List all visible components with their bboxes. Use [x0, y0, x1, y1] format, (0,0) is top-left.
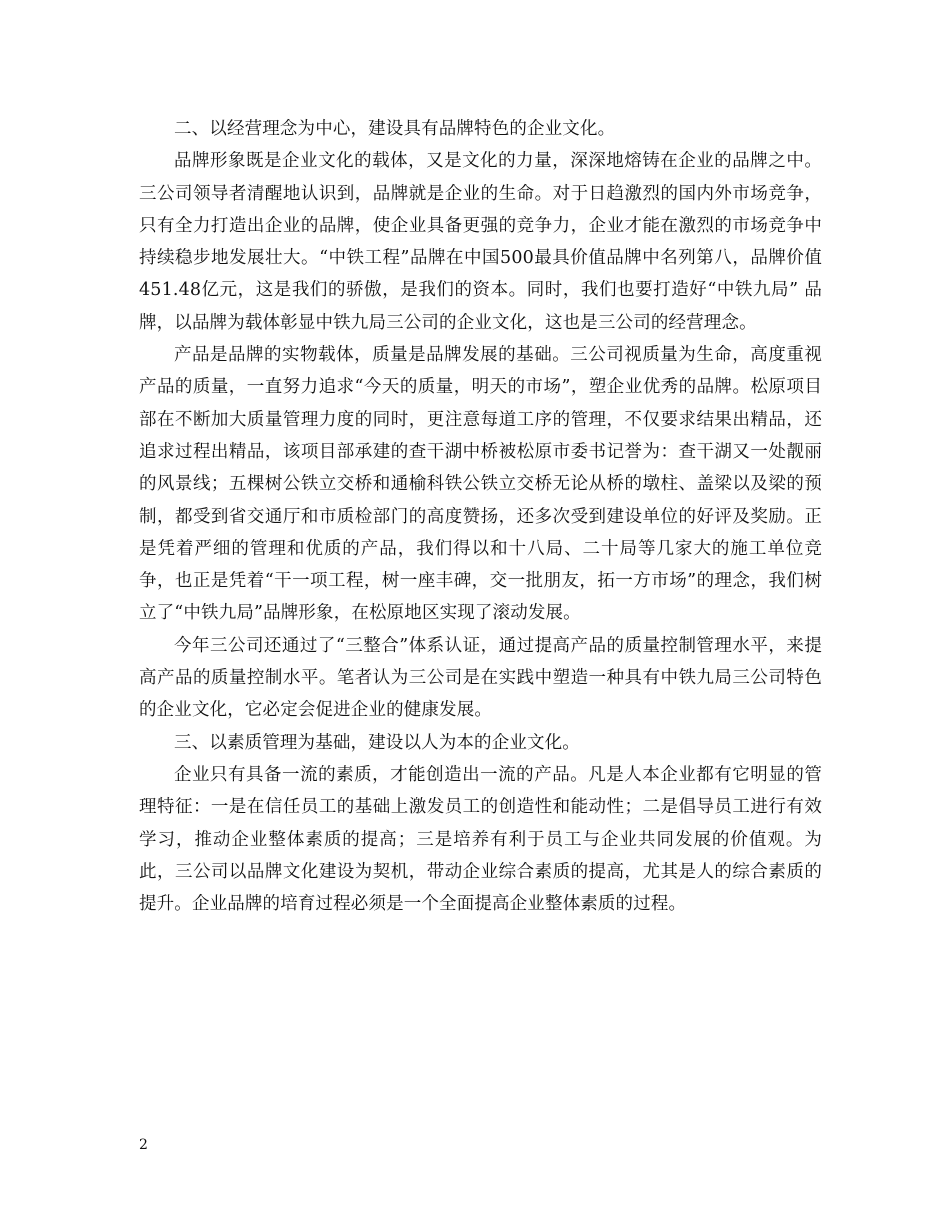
- page-number: 2: [139, 1137, 148, 1153]
- section-heading-two: 二、以经营理念为中心，建设具有品牌特色的企业文化。: [174, 119, 616, 139]
- document-body: [139, 113, 822, 920]
- paragraph-certification: 今年三公司还通过了“三整合”体系认证，通过提高产品的质量控制管理水平，来提高产品的质量控制水平。笔者认为三公司是在实践中塑造一种具有中铁九局三公司特色的企业文化，它必定会促进企业的健康发展。: [139, 635, 822, 721]
- paragraph-brand-image: 品牌形象既是企业文化的载体，又是文化的力量，深深地熔铸在企业的品牌之中。三公司领导者清醒地认识到，品牌就是企业的生命。对于日趋激烈的国内外市场竞争，只有全力打造出企业的品牌，使企业具备更强的竞争力，企业才能在激烈的市场竞争中持续稳步地发展壮大。“中铁工程”品牌在中国500最具价值品牌中名列第八，品牌价值451.48亿元，这是我们的骄傲，是我们的资本。同时，我们也要打造好“中铁九局” 品牌，以品牌为载体彰显中铁九局三公司的企业文化，这也是三公司的经营理念。: [139, 151, 822, 333]
- paragraph-product-quality: 产品是品牌的实物载体，质量是品牌发展的基础。三公司视质量为生命，高度重视产品的质量，一直努力追求“今天的质量，明天的市场”，塑企业优秀的品牌。松原项目部在不断加大质量管理力度的同时，更注意每道工序的管理，不仅要求结果出精品，还追求过程出精品，该项目部承建的查干湖中桥被松原市委书记誉为：查干湖又一处靓丽的风景线；五棵树公铁立交桥和通榆科铁公铁立交桥无论从桥的墩柱、盖梁以及梁的预制，都受到省交通厅和市质检部门的高度赞扬，还多次受到建设单位的好评及奖励。正是凭着严细的管理和优质的产品，我们得以和十八局、二十局等几家大的施工单位竞争，也正是凭着“干一项工程，树一座丰碑，交一批朋友，拓一方市场”的理念，我们树立了“中铁九局”品牌形象，在松原地区实现了滚动发展。: [139, 345, 822, 624]
- section-heading-three: 三、以素质管理为基础，建设以人为本的企业文化。: [174, 732, 580, 753]
- paragraph-quality-management: 企业只有具备一流的素质，才能创造出一流的产品。凡是人本企业都有它明显的管理特征：一是在信任员工的基础上激发员工的创造性和能动性；二是倡导员工进行有效学习，推动企业整体素质的提高；三是培养有利于员工与企业共同发展的价值观。为此，三公司以品牌文化建设为契机，带动企业综合素质的提高，尤其是人的综合素质的提升。企业品牌的培育过程必须是一个全面提高企业整体素质的过程。: [139, 764, 822, 915]
